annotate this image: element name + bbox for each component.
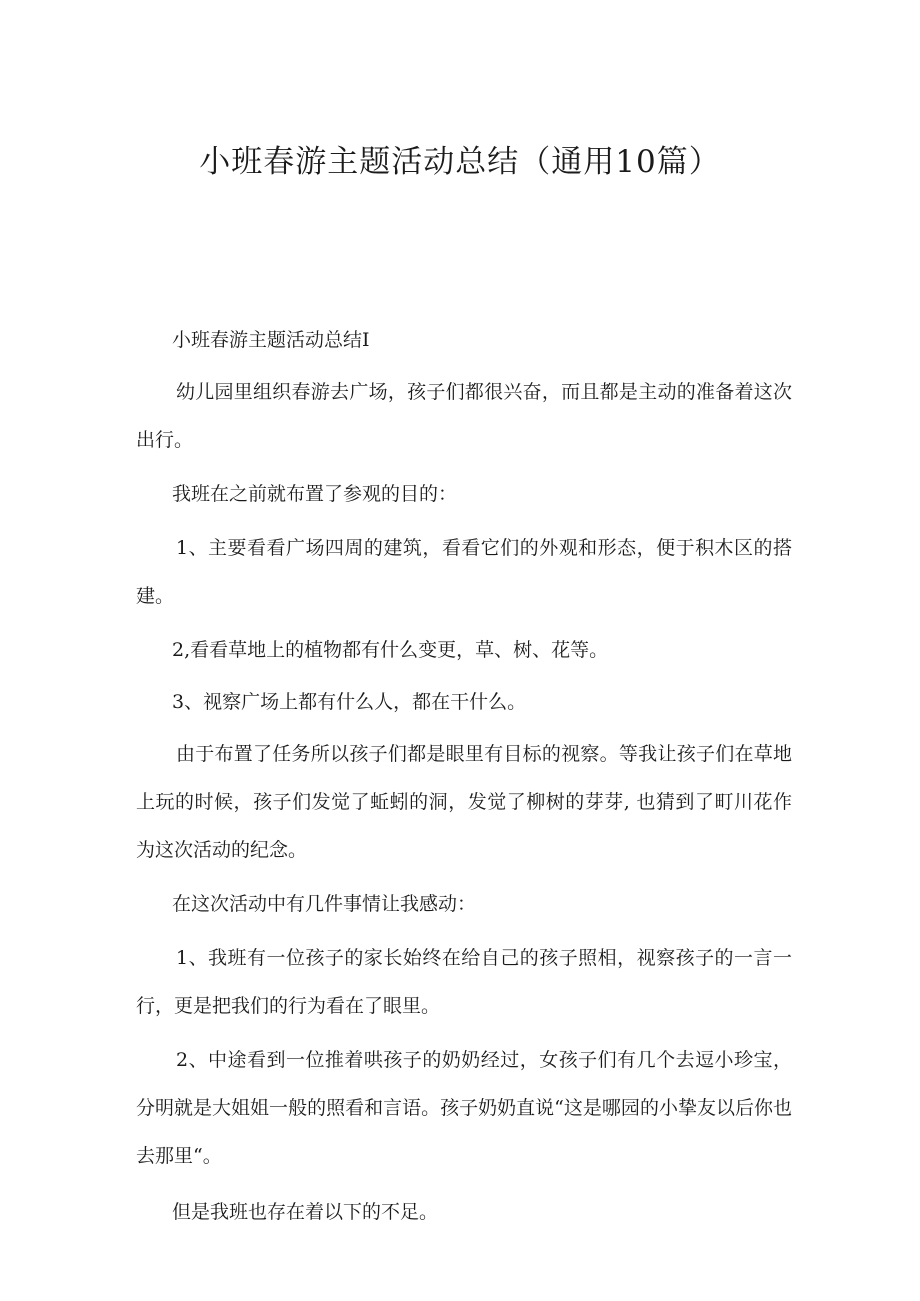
list-item: 1、我班有一位孩子的家长始终在给自己的孩子照相，视察孩子的一言一行，更是把我们的行为看在了眼里。 xyxy=(136,947,792,1017)
paragraph: 由于布置了任务所以孩子们都是眼里有目标的视察。等我让孩子们在草地上玩的时候，孩子们发觉了蚯蚓的洞，发觉了柳树的芽芽, 也猜到了町川花作为这次活动的纪念。 xyxy=(136,743,792,861)
list-item: 2、中途看到一位推着哄孩子的奶奶经过，女孩子们有几个去逗小珍宝，分明就是大姐姐一般的照看和言语。孩子奶奶直说“这是哪园的小挚友以后你也去那里“。 xyxy=(136,1049,792,1167)
paragraph: 幼儿园里组织春游去广场，孩子们都很兴奋，而且都是主动的准备着这次出行。 xyxy=(136,381,792,451)
section-heading: 小班春游主题活动总结I xyxy=(172,329,370,351)
paragraph: 在这次活动中有几件事情让我感动： xyxy=(172,893,477,915)
document-title: 小班春游主题活动总结（通用10篇） xyxy=(199,144,721,180)
paragraph: 但是我班也存在着以下的不足。 xyxy=(172,1201,439,1223)
document-body xyxy=(136,316,792,1236)
list-item: 1、主要看看广场四周的建筑，看看它们的外观和形态，便于积木区的搭建。 xyxy=(136,537,792,607)
paragraph: 我班在之前就布置了参观的目的： xyxy=(172,483,458,505)
list-item: 3、视察广场上都有什么人，都在干什么。 xyxy=(172,691,527,713)
list-item: 2,看看草地上的植物都有什么变更，草、树、花等。 xyxy=(172,639,609,661)
